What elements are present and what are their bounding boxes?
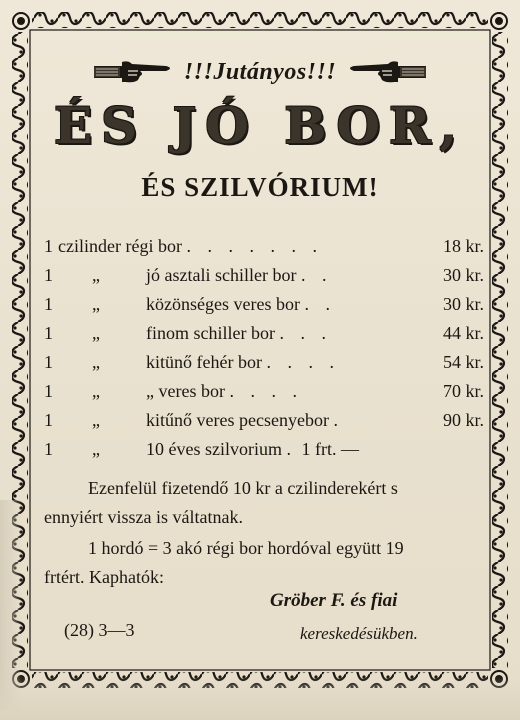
ditto-mark: „ bbox=[92, 294, 100, 314]
pointing-hand-right-icon bbox=[92, 58, 176, 86]
quantity: 1 bbox=[44, 352, 53, 372]
price: 70 kr. bbox=[442, 381, 484, 401]
deposit-text-line2: ennyiért vissza is váltatnak. bbox=[44, 507, 243, 527]
item-text: kitűnő veres pecsenyebor bbox=[146, 410, 329, 430]
quantity: 1 bbox=[44, 294, 53, 314]
quantity: 1 bbox=[44, 439, 53, 459]
item-text: „ veres bor bbox=[146, 381, 225, 401]
barrel-text-line2: frtért. Kaphatók: bbox=[44, 567, 164, 587]
price-row bbox=[44, 406, 484, 435]
paper-stain-bottom bbox=[0, 676, 520, 720]
item-name bbox=[146, 348, 340, 377]
price-row bbox=[44, 348, 484, 377]
ditto-mark: „ bbox=[92, 265, 100, 285]
item-name bbox=[58, 232, 323, 261]
price-row bbox=[44, 290, 484, 319]
deposit-text-line1: Ezenfelül fizetendő 10 kr a czilinderekért s bbox=[88, 478, 398, 498]
price-list bbox=[44, 232, 484, 464]
price-row bbox=[44, 319, 484, 348]
price: 30 kr. bbox=[442, 265, 484, 285]
item-text: kitünő fehér bor bbox=[146, 352, 262, 372]
item-text: czilinder régi bor bbox=[58, 236, 182, 256]
price: 54 kr. bbox=[442, 352, 484, 372]
headline-exclaim: !!!Jutányos!!! bbox=[183, 58, 337, 85]
item-name bbox=[146, 406, 344, 435]
shops-text: kereskedésükben. bbox=[300, 624, 418, 643]
quantity: 1 bbox=[44, 236, 53, 256]
price-row bbox=[44, 435, 484, 464]
item-name bbox=[146, 290, 336, 319]
price-row bbox=[44, 232, 484, 261]
quantity: 1 bbox=[44, 381, 53, 401]
ditto-mark: „ bbox=[92, 410, 100, 430]
quantity: 1 bbox=[44, 265, 53, 285]
leader-dots: . bbox=[286, 439, 297, 459]
item-text: finom schiller bor bbox=[146, 323, 275, 343]
leader-dots: . . . bbox=[279, 323, 332, 343]
leader-dots: . . . . bbox=[266, 352, 340, 372]
item-name bbox=[146, 319, 332, 348]
price: 30 kr. bbox=[442, 294, 484, 314]
price-row bbox=[44, 261, 484, 290]
subtitle: ÉS SZILVÓRIUM! bbox=[141, 172, 379, 202]
item-name bbox=[146, 435, 359, 464]
barrel-text-line1: 1 hordó = 3 akó régi bor hordóval együtt 19 bbox=[88, 538, 404, 558]
leader-dots: . bbox=[333, 410, 344, 430]
leader-dots: . . bbox=[300, 265, 333, 285]
ditto-mark: „ bbox=[92, 352, 100, 372]
ditto-mark: „ bbox=[92, 381, 100, 401]
price: 44 kr. bbox=[442, 323, 484, 343]
quantity: 1 bbox=[44, 410, 53, 430]
item-name bbox=[146, 261, 332, 290]
item-text: közönséges veres bor bbox=[146, 294, 300, 314]
leader-dots: . . . . . . . bbox=[186, 236, 323, 256]
ditto-mark: „ bbox=[92, 439, 100, 459]
item-text: 10 éves szilvorium bbox=[146, 439, 282, 459]
ditto-mark: „ bbox=[92, 323, 100, 343]
ad-reference: (28) 3—3 bbox=[64, 620, 135, 640]
firm-name: Gröber F. és fiai bbox=[270, 590, 398, 611]
price: 1 frt. — bbox=[301, 439, 359, 459]
item-text: jó asztali schiller bor bbox=[146, 265, 297, 285]
price-row bbox=[44, 377, 484, 406]
quantity: 1 bbox=[44, 323, 53, 343]
headline-row bbox=[0, 52, 520, 92]
leader-dots: . . bbox=[304, 294, 336, 314]
leader-dots: . . . . bbox=[229, 381, 303, 401]
main-title: ÉS JÓ BOR, bbox=[54, 96, 466, 155]
pointing-hand-left-icon bbox=[344, 58, 428, 86]
price: 18 kr. bbox=[442, 236, 484, 256]
item-name bbox=[146, 377, 303, 406]
price: 90 kr. bbox=[442, 410, 484, 430]
